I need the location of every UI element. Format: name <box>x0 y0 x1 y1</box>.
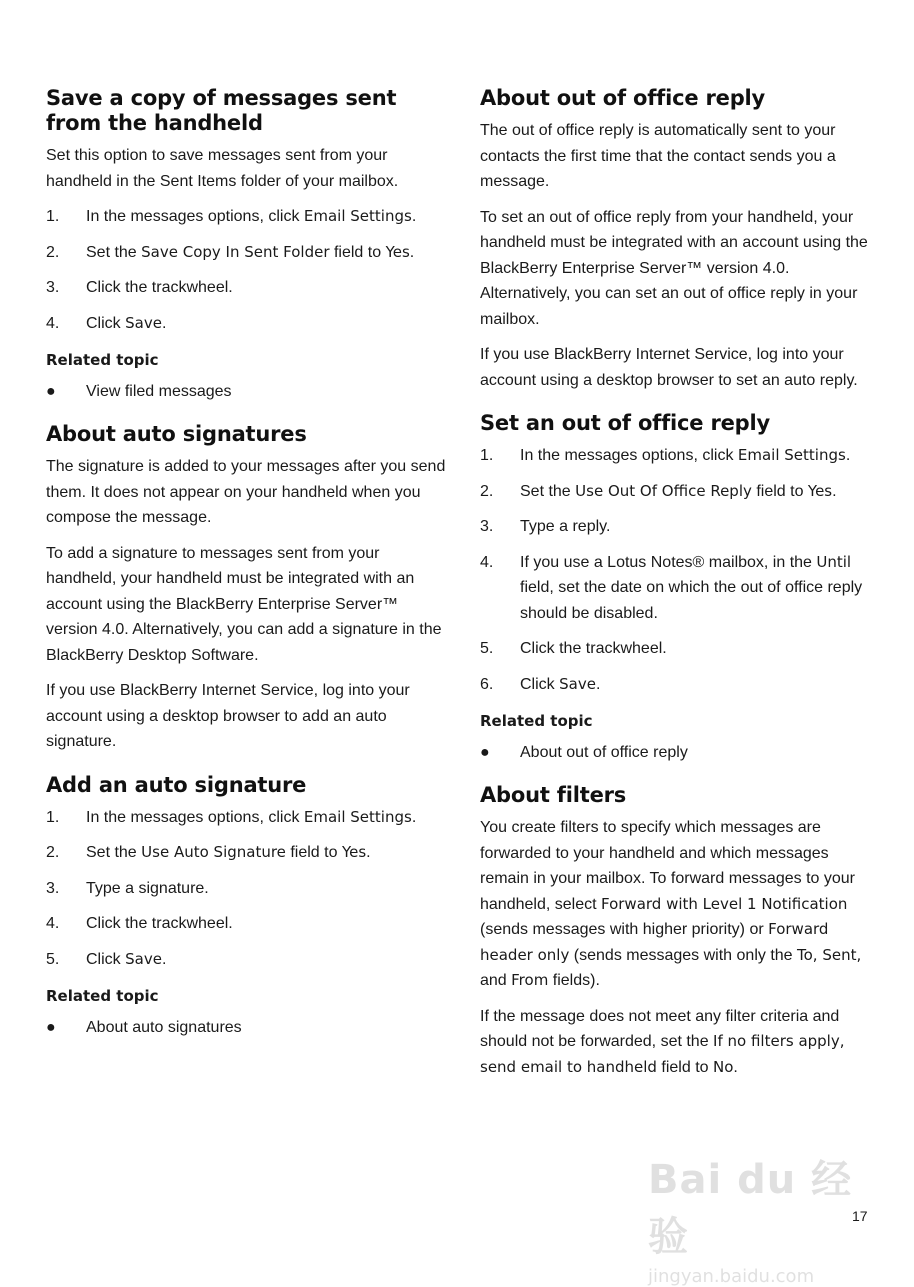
ui-term: If no filters apply, send email to handheld <box>480 1032 845 1076</box>
step-text: If you use a Lotus Notes® mailbox, in the <box>520 553 817 571</box>
ui-term: Use Out Of Office Reply <box>575 481 752 500</box>
step-number: 3. <box>46 879 60 897</box>
step-number: 2. <box>46 844 60 861</box>
ui-term: Save Copy In Sent Folder <box>141 242 330 261</box>
section-save-copy <box>46 86 446 404</box>
right-column <box>480 86 880 1098</box>
ui-term: Save <box>559 674 596 693</box>
step-item <box>46 275 446 301</box>
ui-term: Forward with Level 1 Notification <box>600 894 848 913</box>
ui-term: Yes <box>385 242 410 261</box>
step-text: Set the <box>86 844 142 861</box>
section-add-auto-signature <box>46 773 446 1041</box>
step-number: 4. <box>480 553 494 571</box>
step-item <box>46 204 446 230</box>
related-topic-text[interactable]: About out of office reply <box>520 744 688 761</box>
step-text: field to <box>329 243 386 261</box>
step-text: Set the <box>520 482 576 500</box>
step-item <box>46 876 446 902</box>
step-text: Type a signature. <box>86 879 209 897</box>
bullet-icon: ● <box>480 744 490 761</box>
text: You create filters to specify which messages are forwarded to your handheld and which messages remain in your mailbox. To forward messages to your handheld, select <box>480 819 855 913</box>
step-text: . <box>366 844 371 861</box>
step-number: 2. <box>46 243 60 261</box>
step-text: . <box>409 243 415 261</box>
section-about-filters <box>480 783 880 1080</box>
paragraph: To add a signature to messages sent from your handheld, your handheld must be integrated with an account using the BlackBerry Enterprise Server™ version 4.0. Alternatively, you can add a signature in the BlackBerry Desktop Software. <box>46 544 442 664</box>
watermark-url: jingyan.baidu.com <box>648 1266 815 1287</box>
step-text: In the messages options, click <box>86 208 304 225</box>
section-title: About filters <box>480 783 627 807</box>
ui-term: Use Auto Signature <box>141 843 286 861</box>
step-text: In the messages options, click <box>520 447 738 464</box>
section-about-out-of-office <box>480 86 880 393</box>
step-list <box>480 443 880 697</box>
text: fields). <box>548 972 600 989</box>
step-text: field to <box>751 482 808 500</box>
ui-term: Yes <box>341 843 367 861</box>
step-item <box>46 805 446 831</box>
step-text: . <box>411 208 417 225</box>
ui-term: Email Settings <box>737 446 846 464</box>
step-item <box>46 911 446 937</box>
text: field to <box>656 1058 713 1076</box>
left-column <box>46 86 446 1058</box>
step-number: 3. <box>46 279 60 296</box>
text: and <box>480 972 512 989</box>
step-number: 2. <box>480 482 494 500</box>
section-title: Save a copy of messages sent from the handheld <box>46 86 397 135</box>
step-number: 1. <box>46 808 60 826</box>
step-item <box>46 947 446 973</box>
step-text: Type a reply. <box>520 518 611 535</box>
step-text: Click <box>86 950 126 968</box>
related-topic-text[interactable]: View filed messages <box>86 383 232 400</box>
page-number: 17 <box>852 1208 868 1224</box>
step-item <box>480 672 880 698</box>
paragraph <box>480 815 880 994</box>
ui-term: Forward header only <box>480 920 829 964</box>
step-text: . <box>595 675 601 693</box>
baidu-watermark <box>648 1148 868 1287</box>
bullet-icon: ● <box>46 1019 56 1036</box>
step-list <box>46 204 446 336</box>
related-topic-heading: Related topic <box>480 712 593 730</box>
step-text: . <box>161 314 167 332</box>
related-topic-heading: Related topic <box>46 987 159 1005</box>
step-number: 5. <box>480 640 494 657</box>
bullet-icon: ● <box>46 383 56 400</box>
step-text: Set the <box>86 243 142 261</box>
step-item <box>46 840 446 866</box>
step-number: 6. <box>480 675 494 693</box>
step-item <box>46 240 446 266</box>
related-topic-heading: Related topic <box>46 351 159 369</box>
paragraph <box>480 1004 880 1081</box>
text: . <box>733 1058 738 1076</box>
text: (sends messages with only the <box>569 946 798 964</box>
step-number: 4. <box>46 314 60 332</box>
step-number: 4. <box>46 915 60 932</box>
ui-term: No <box>712 1057 734 1076</box>
related-topic-link[interactable] <box>46 379 446 404</box>
step-item <box>480 636 880 662</box>
step-number: 5. <box>46 950 60 968</box>
step-text: . <box>832 482 837 500</box>
step-list <box>46 805 446 973</box>
section-about-auto-signatures <box>46 422 446 755</box>
step-item <box>480 514 880 540</box>
related-topic-text[interactable]: About auto signatures <box>86 1019 242 1036</box>
watermark-brand: Bai du 经验 <box>648 1157 853 1260</box>
step-text: . <box>161 950 167 968</box>
ui-term: Yes <box>807 481 833 500</box>
step-text: . <box>411 808 417 826</box>
step-text: Click the trackwheel. <box>86 279 233 296</box>
paragraph: To set an out of office reply from your handheld, your handheld must be integrated with an account using the BlackBerry Enterprise Server™ version 4.0. Alternatively, you can set an out of office reply in your mailbox. <box>480 208 868 328</box>
step-text: field to <box>285 844 342 861</box>
section-set-out-of-office <box>480 411 880 765</box>
step-text: field, set the date on which the out of office reply should be disabled. <box>520 579 863 622</box>
step-item <box>46 311 446 337</box>
step-text: Click <box>86 314 126 332</box>
section-title: About out of office reply <box>480 86 766 110</box>
ui-term: From <box>511 971 549 989</box>
section-title: About auto signatures <box>46 422 307 446</box>
text: If the message does not meet any filter criteria and should not be forwarded, set the <box>480 1007 840 1050</box>
ui-term: To, Sent, <box>797 945 862 964</box>
step-item <box>480 443 880 469</box>
related-topic-link[interactable] <box>46 1015 446 1040</box>
paragraph: The signature is added to your messages after you send them. It does not appear on your handheld when you compose the message. <box>46 458 446 526</box>
related-topic-link[interactable] <box>480 740 880 765</box>
section-title: Set an out of office reply <box>480 411 770 435</box>
ui-term: Email Settings <box>303 807 412 826</box>
ui-term: Save <box>125 949 162 968</box>
step-item <box>480 479 880 505</box>
ui-term: Save <box>125 313 162 332</box>
ui-term: Email Settings <box>303 207 412 225</box>
step-text: Click the trackwheel. <box>520 640 667 657</box>
step-text: . <box>845 447 851 464</box>
ui-term: Until <box>816 552 852 571</box>
step-text: Click the trackwheel. <box>86 915 233 932</box>
section-title: Add an auto signature <box>46 772 307 797</box>
text: (sends messages with higher priority) or <box>480 921 769 938</box>
paragraph: If you use BlackBerry Internet Service, log into your account using a desktop browser to add an auto signature. <box>46 682 410 750</box>
step-text: Click <box>520 675 560 693</box>
paragraph: Set this option to save messages sent from your handheld in the Sent Items folder of your mailbox. <box>46 147 399 190</box>
paragraph: If you use BlackBerry Internet Service, log into your account using a desktop browser to set an auto reply. <box>480 346 858 389</box>
paragraph: The out of office reply is automatically sent to your contacts the first time that the contact sends you a message. <box>480 122 836 190</box>
step-item <box>480 550 880 627</box>
step-text: In the messages options, click <box>86 808 304 826</box>
step-number: 3. <box>480 518 494 535</box>
step-number: 1. <box>480 447 494 464</box>
step-number: 1. <box>46 208 60 225</box>
